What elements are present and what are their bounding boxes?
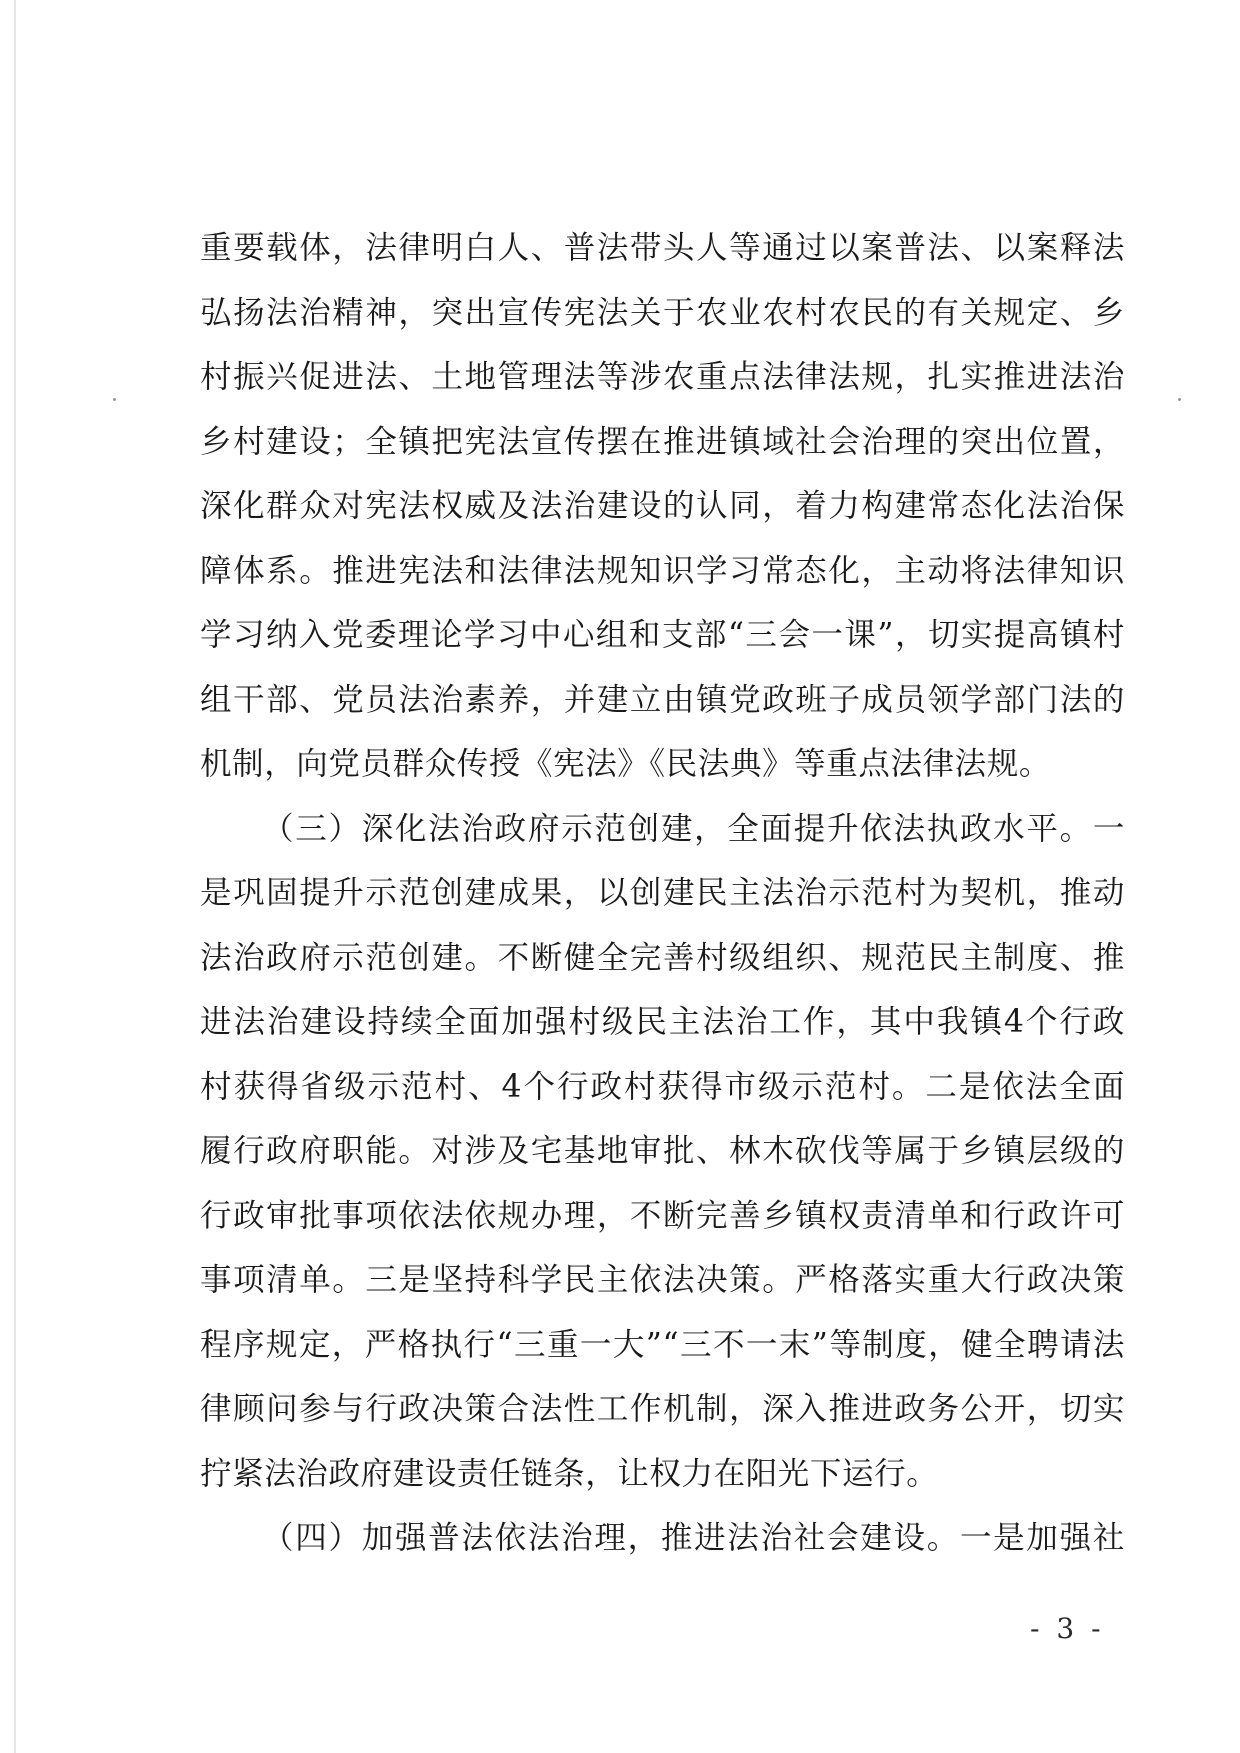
text-line: 村获得省级示范村、4个行政村获得市级示范村。二是依法全面 bbox=[200, 1068, 1125, 1105]
text-line: 是巩固提升示范创建成果，以创建民主法治示范村为契机，推动 bbox=[200, 875, 1125, 911]
scan-speck bbox=[113, 398, 116, 401]
text-line: 乡村建设；全镇把宪法宣传摆在推进镇域社会治理的突出位置， bbox=[200, 423, 1125, 460]
text-line: 事项清单。三是坚持科学民主依法决策。严格落实重大行政决策 bbox=[200, 1262, 1125, 1298]
paragraph-end-line: 拧紧法治政府建设责任链条，让权力在阳光下运行。 bbox=[200, 1455, 939, 1492]
text-line: 履行政府职能。对涉及宅基地审批、林木砍伐等属于乡镇层级的 bbox=[200, 1133, 1125, 1169]
text-line: 行政审批事项依法依规办理，不断完善乡镇权责清单和行政许可 bbox=[200, 1197, 1125, 1234]
scan-speck bbox=[1178, 398, 1181, 401]
text-line: 进法治建设持续全面加强村级民主法治工作，其中我镇4个行政 bbox=[200, 1004, 1125, 1040]
text-line: 深化群众对宪法权威及法治建设的认同，着力构建常态化法治保 bbox=[200, 488, 1125, 524]
text-line: 学习纳入党委理论学习中心组和支部“三会一课”，切实提高镇村 bbox=[200, 617, 1125, 653]
text-line: 重要载体，法律明白人、普法带头人等通过以案普法、以案释法 bbox=[200, 230, 1125, 266]
text-line: 障体系。推进宪法和法律法规知识学习常态化，主动将法律知识 bbox=[200, 552, 1125, 589]
text-line: 组干部、党员法治素养，并建立由镇党政班子成员领学部门法的 bbox=[200, 681, 1125, 718]
text-line: 弘扬法治精神，突出宣传宪法关于农业农村农民的有关规定、乡 bbox=[200, 294, 1125, 331]
text-line: 程序规定，严格执行“三重一大”“三不一末”等制度，健全聘请法 bbox=[200, 1326, 1125, 1363]
section-heading-line: （三）深化法治政府示范创建，全面提升依法执政水平。一 bbox=[262, 810, 1125, 847]
text-line: 村振兴促进法、土地管理法等涉农重点法律法规，扎实推进法治 bbox=[200, 359, 1125, 395]
paragraph-end-line: 机制，向党员群众传授《宪法》《民法典》等重点法律法规。 bbox=[200, 746, 1051, 782]
text-line: 法治政府示范创建。不断健全完善村级组织、规范民主制度、推 bbox=[200, 939, 1125, 976]
scan-edge bbox=[14, 0, 16, 1753]
body-text bbox=[200, 216, 1125, 1571]
section-heading-line: （四）加强普法依法治理，推进法治社会建设。一是加强社 bbox=[262, 1520, 1125, 1556]
page-number: - 3 - bbox=[1030, 1612, 1105, 1645]
text-line: 律顾问参与行政决策合法性工作机制，深入推进政务公开，切实 bbox=[200, 1391, 1125, 1427]
